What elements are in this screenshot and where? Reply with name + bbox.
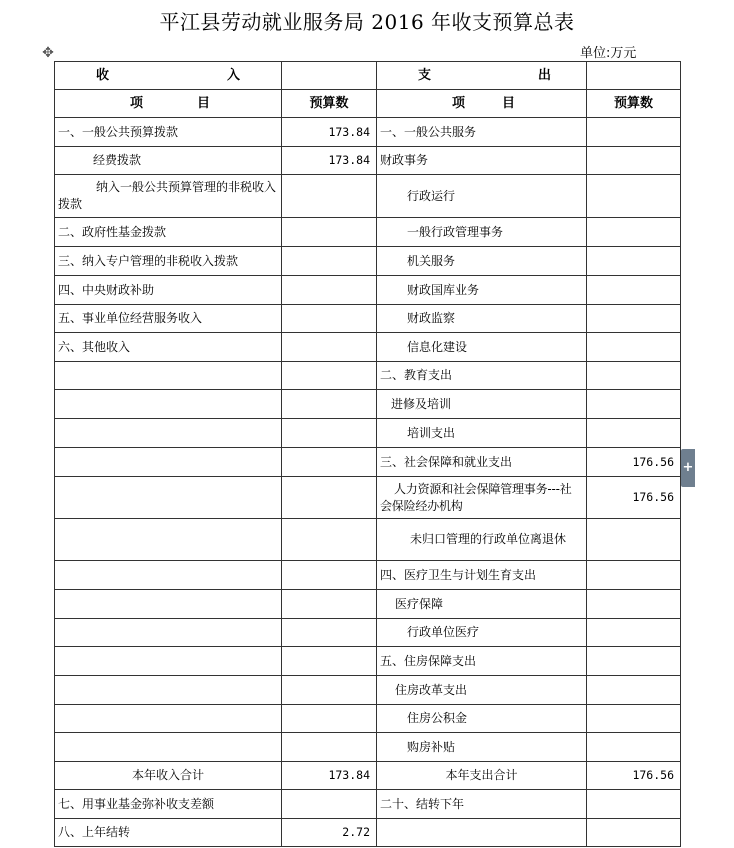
income-value [282,590,377,619]
income-item: 五、事业单位经营服务收入 [55,305,282,333]
expense-total-value: 176.56 [587,762,681,790]
income-item [55,561,282,590]
expense-value [587,790,681,819]
expense-item-header: 项 目 [377,90,587,118]
expense-value [587,276,681,305]
expense-value [587,362,681,390]
income-item: 二、政府性基金拨款 [55,218,282,247]
expense-value [587,147,681,175]
table-row [55,175,681,218]
expense-value [587,590,681,619]
income-value [282,619,377,647]
income-item [55,390,282,419]
expense-value [587,247,681,276]
header-row-section [55,62,681,90]
expense-value: 176.56 [587,477,681,519]
income-item: 经费拨款 [55,147,282,175]
table-row [55,561,681,590]
expense-item: 培训支出 [377,419,587,448]
income-value [282,305,377,333]
income-value: 173.84 [282,147,377,175]
table-row [55,819,681,847]
table-row [55,305,681,333]
income-value [282,362,377,390]
income-item [55,647,282,676]
budget-table [54,61,681,847]
income-value [282,390,377,419]
expense-item: 二、教育支出 [377,362,587,390]
expense-value [587,676,681,705]
expense-value [587,519,681,561]
expense-item: 一、一般公共服务 [377,118,587,147]
expense-item: 行政运行 [377,175,587,218]
table-row [55,333,681,362]
expense-item: 一般行政管理事务 [377,218,587,247]
table-row [55,519,681,561]
expense-budget-header: 预算数 [587,90,681,118]
expense-value: 176.56 [587,448,681,477]
expense-item: 财政国库业务 [377,276,587,305]
table-row [55,390,681,419]
table-row [55,590,681,619]
expense-item: 信息化建设 [377,333,587,362]
income-item [55,619,282,647]
expense-total-label: 本年支出合计 [377,762,587,790]
income-value [282,448,377,477]
expense-section-header: 支 出 [377,62,587,90]
table-row [55,676,681,705]
table-row [55,118,681,147]
table-row [55,448,681,477]
expense-value [587,118,681,147]
income-value: 2.72 [282,819,377,847]
income-value [282,477,377,519]
income-value: 173.84 [282,118,377,147]
income-total-value: 173.84 [282,762,377,790]
income-section-header: 收 入 [55,62,282,90]
income-item [55,362,282,390]
expense-item [377,819,587,847]
income-value [282,519,377,561]
income-value [282,790,377,819]
expense-value [587,305,681,333]
expense-item: 住房公积金 [377,705,587,733]
expense-item: 财政事务 [377,147,587,175]
expense-value [587,390,681,419]
table-row [55,733,681,762]
page-title: 平江县劳动就业服务局 2016 年收支预算总表 [159,10,575,34]
expense-item: 医疗保障 [377,590,587,619]
income-value [282,561,377,590]
expense-value [587,419,681,448]
expense-item: 未归口管理的行政单位离退休 [377,519,587,561]
income-item: 八、上年结转 [55,819,282,847]
income-value [282,705,377,733]
expense-item: 财政监察 [377,305,587,333]
expense-item: 机关服务 [377,247,587,276]
expense-item: 五、住房保障支出 [377,647,587,676]
income-item [55,477,282,519]
header-row-columns [55,90,681,118]
table-row [55,147,681,175]
expense-section-header-blank [587,62,681,90]
table-row [55,419,681,448]
table-row [55,790,681,819]
income-value [282,676,377,705]
income-value [282,647,377,676]
income-value [282,733,377,762]
expense-value [587,619,681,647]
expense-value [587,175,681,218]
income-value [282,419,377,448]
expense-value [587,561,681,590]
income-item [55,419,282,448]
table-row [55,477,681,519]
expense-value [587,333,681,362]
income-item [55,519,282,561]
expense-item: 行政单位医疗 [377,619,587,647]
income-section-header-blank [282,62,377,90]
table-row [55,218,681,247]
income-item: 四、中央财政补助 [55,276,282,305]
expense-value [587,819,681,847]
income-item [55,448,282,477]
table-row [55,705,681,733]
table-row [55,362,681,390]
expense-item: 四、医疗卫生与计划生育支出 [377,561,587,590]
income-value [282,175,377,218]
income-item: 三、纳入专户管理的非税收入拨款 [55,247,282,276]
income-value [282,247,377,276]
income-item: 七、用事业基金弥补收支差额 [55,790,282,819]
income-item [55,676,282,705]
expense-item: 人力资源和社会保障管理事务---社会保险经办机构 [377,477,587,519]
table-row [55,276,681,305]
table-row-total [55,762,681,790]
expense-value [587,705,681,733]
income-item [55,705,282,733]
table-row [55,647,681,676]
add-row-plus-icon[interactable]: + [681,449,695,487]
table-row [55,619,681,647]
income-value [282,333,377,362]
income-item [55,733,282,762]
expense-value [587,218,681,247]
expense-item: 二十、结转下年 [377,790,587,819]
expense-item: 购房补贴 [377,733,587,762]
expense-item: 进修及培训 [377,390,587,419]
income-item: 六、其他收入 [55,333,282,362]
table-row [55,247,681,276]
expense-value [587,647,681,676]
expense-item: 住房改革支出 [377,676,587,705]
income-item: 纳入一般公共预算管理的非税收入拨款 [55,175,282,218]
income-total-label: 本年收入合计 [55,762,282,790]
income-item [55,590,282,619]
income-item-header: 项 目 [55,90,282,118]
income-value [282,276,377,305]
income-item: 一、一般公共预算拨款 [55,118,282,147]
expense-value [587,733,681,762]
unit-label: 单位:万元 [580,46,637,61]
income-budget-header: 预算数 [282,90,377,118]
table-move-handle-icon[interactable]: ✥ [42,45,54,61]
income-value [282,218,377,247]
expense-item: 三、社会保障和就业支出 [377,448,587,477]
